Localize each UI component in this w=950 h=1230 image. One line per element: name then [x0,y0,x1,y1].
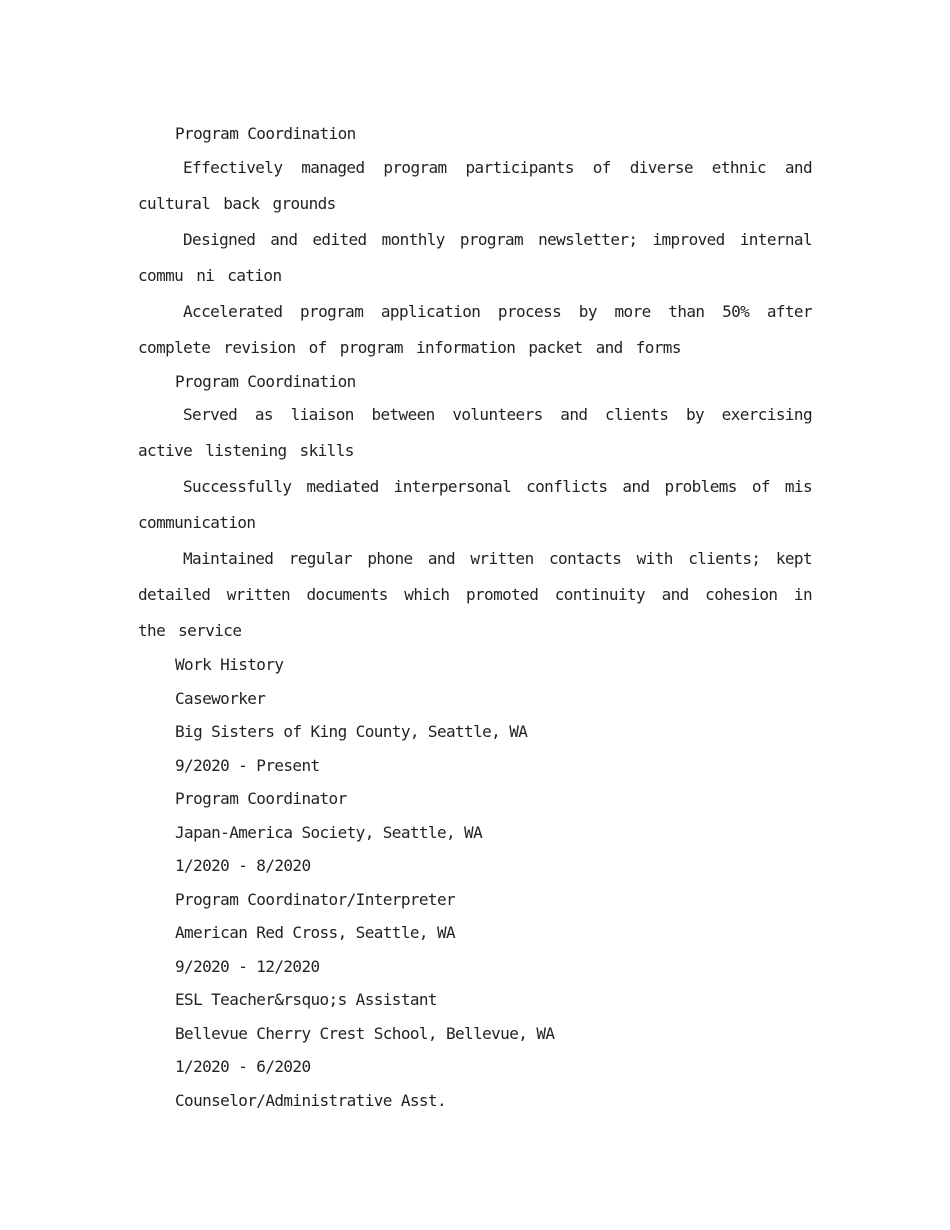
employer: Japan-America Society, Seattle, WA [175,822,483,842]
job-title: Caseworker [175,688,266,708]
employer: American Red Cross, Seattle, WA [175,923,456,942]
job-title: Counselor/Administrative Asst. [175,1090,446,1110]
section-heading: Program Coordination [175,124,356,143]
date-range: 1/2020 - 8/2020 [175,856,311,875]
job-title: Program Coordinator/Interpreter [175,889,456,909]
employer: Big Sisters of King County, Seattle, WA [175,722,528,741]
bullet-item: Successfully mediated interpersonal conflicts and problems of mis communication [138,477,812,532]
date-range: 9/2020 - Present [175,755,320,775]
bullet-item: Maintained regular phone and written contacts with clients; kept detailed written documents which promoted continuity and cohesion in the service [138,549,812,640]
section-heading: Program Coordination [175,371,356,391]
date-range: 9/2020 - 12/2020 [175,956,320,976]
resume-content [138,117,812,1117]
bullet-item: Accelerated program application process by more than 50% after complete revision of program information packet and forms [138,301,812,357]
job-title: Program Coordinator [175,789,347,808]
date-range: 1/2020 - 6/2020 [175,1057,311,1076]
work-history-heading: Work History [175,655,284,674]
bullet-item: Designed and edited monthly program newsletter; improved internal commu ni cation [138,229,812,285]
bullet-list [138,150,812,366]
job-title: ESL Teacher&rsquo;s Assistant [175,990,437,1009]
bullet-item: Effectively managed program participants of diverse ethnic and cultural back grounds [138,157,812,213]
bullet-item: Served as liaison between volunteers and clients by exercising active listening skills [138,405,812,460]
employer: Bellevue Cherry Crest School, Bellevue, WA [175,1023,555,1043]
bullet-list [138,397,812,649]
